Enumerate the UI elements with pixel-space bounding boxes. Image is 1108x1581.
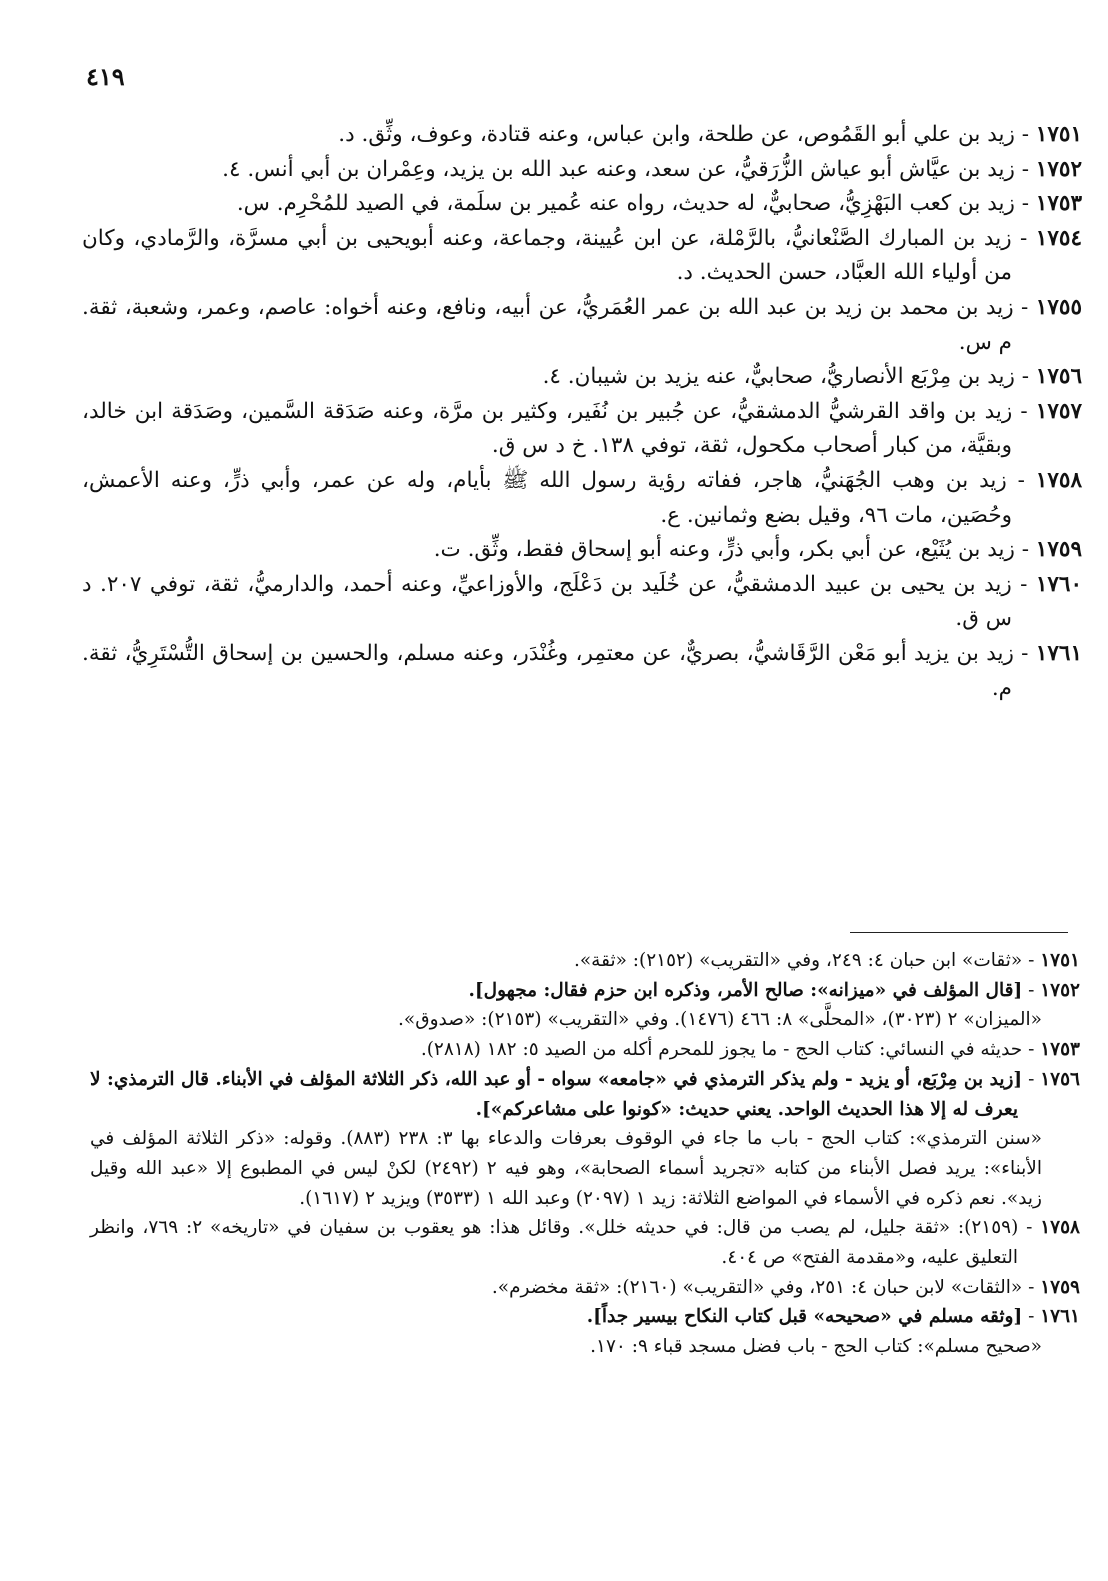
footnote-divider (850, 932, 1068, 933)
footnote-number: ١٧٦١ (1040, 1306, 1080, 1328)
footnote-text: [قال المؤلف في «ميزانه»: صالح الأمر، وذكره ابن حزم فقال: مجهول]. (468, 979, 1023, 1001)
footnotes (90, 946, 1080, 1362)
entry-text: زيد بن محمد بن زيد بن عبد الله بن عمر العُمَريُّ، عن أبيه، ونافع، وعنه أخواه: عاصم، وعمر، وشعبة، ثقة. م س. (82, 294, 1014, 355)
entry-number: ١٧٥١ (1035, 122, 1082, 147)
footnote-continuation (90, 1005, 1080, 1035)
entry: ١٧٥٧ - زيد بن واقد القرشيُّ الدمشقيُّ، عن جُبير بن نُفَير، وكثير بن مرَّة، وعنه صَدَقة السَّمين، وصَدَقة ابن خالد، وبقيَّة، من كبار أصحاب مكحول، ثقة، توفي ١٣٨. خ د س ق. (82, 398, 1082, 459)
footnote: ١٧٦١ - [وثقه مسلم في «صحيحه» قبل كتاب النكاح بيسير جداً]. (586, 1306, 1080, 1328)
page-number: ٤١٩ (86, 62, 125, 91)
entry-number: ١٧٥٩ (1035, 537, 1082, 563)
entry-text: زيد بن عيَّاش أبو عياش الزُّرَقيُّ، عن سعد، وعنه عبد الله بن يزيد، وعِمْران بن أبي أنس. ٤. (222, 156, 1015, 182)
entry-number: ١٧٦٠ (1035, 571, 1083, 597)
footnote-text: [وثقه مسلم في «صحيحه» قبل كتاب النكاح بيسير جداً]. (586, 1306, 1023, 1328)
entry-text: زيد بن يزيد أبو مَعْن الرَّقَاشيُّ، بصريٌّ، عن معتمِر، وغُنْدَر، وعنه مسلم، والحسين بن إسحاق التُّسْتَرِيُّ، ثقة. م. (82, 640, 1014, 701)
footnote-text: «الميزان» ٢ (٣٠٢٣)، «المحلَّى» ٨: ٤٦٦ (١٤٧٦). وفي «التقريب» (٢١٥٣): «صدوق». (398, 1009, 1042, 1031)
entry-text: زيد بن كعب البَهْزِيُّ، صحابيٌّ، له حديث، رواه عنه عُمير بن سلَمة، في الصيد للمُحْرِم. س. (236, 191, 1015, 217)
footnote-continuation (90, 1332, 1080, 1362)
entry-number: ١٧٥٤ (1035, 225, 1082, 251)
footnote-number: ١٧٥٢ (1040, 979, 1080, 1001)
entry-text: زيد بن يحيى بن عبيد الدمشقيُّ، عن خُلَيد بن دَعْلَج، والأوزاعيِّ، وعنه أحمد، والدارميُّ، ثقة، توفي ٢٠٧. د س ق. (82, 571, 1012, 632)
footnote-text: «الثقات» لابن حبان ٤: ٢٥١، وفي «التقريب» (٢١٦٠): «ثقة مخضرم». (491, 1276, 1023, 1298)
entry-number: ١٧٦١ (1035, 640, 1082, 666)
main-text (82, 118, 1082, 706)
footnote: ١٧٥٣ - حديثه في النسائي: كتاب الحج - ما يجوز للمحرم أكله من الصيد ٥: ١٨٢ (٢٨١٨). (420, 1039, 1080, 1061)
footnote-number: ١٧٥٩ (1040, 1276, 1080, 1298)
entry-text: زيد بن علي أبو القَمُوص، عن طلحة، وابن عباس، وعنه قتادة، وعوف، وثِّق. د. (338, 122, 1015, 147)
footnote: ١٧٥٢ - [قال المؤلف في «ميزانه»: صالح الأمر، وذكره ابن حزم فقال: مجهول]. (468, 979, 1080, 1001)
footnote: ١٧٥١ - «ثقات» ابن حبان ٤: ٢٤٩، وفي «التقريب» (٢١٥٢): «ثقة». (573, 950, 1080, 971)
entry: ١٧٦١ - زيد بن يزيد أبو مَعْن الرَّقَاشيُّ، بصريٌّ، عن معتمِر، وغُنْدَر، وعنه مسلم، والحسين بن إسحاق التُّسْتَرِيُّ، ثقة. م. (82, 640, 1082, 701)
footnote-number: ١٧٥٣ (1040, 1039, 1080, 1061)
entry: ١٧٥٩ - زيد بن يُثَيْع، عن أبي بكر، وأبي ذرٍّ، وعنه أبو إسحاق فقط، وثِّق. ت. (433, 537, 1082, 563)
entry: ١٧٥١ - زيد بن علي أبو القَمُوص، عن طلحة، وابن عباس، وعنه قتادة، وعوف، وثِّق. د. (338, 122, 1082, 147)
entry: ١٧٥٣ - زيد بن كعب البَهْزِيُّ، صحابيٌّ، له حديث، رواه عنه عُمير بن سلَمة، في الصيد للمُحْرِم. س. (236, 191, 1082, 217)
footnote: ١٧٥٩ - «الثقات» لابن حبان ٤: ٢٥١، وفي «التقريب» (٢١٦٠): «ثقة مخضرم». (491, 1276, 1080, 1298)
footnote: ١٧٥٦ - [زيد بن مِرْبَع، أو يزيد - ولم يذكر الترمذي في «جامعه» سواه - أو عبد الله، ذكر الثلاثة المؤلف في الأبناء. قال الترمذي: لا يعرف له إلا هذا الحديث الواحد. يعني حديث: «كونوا على مشاعركم»]. (90, 1068, 1080, 1120)
footnote-text: [زيد بن مِرْبَع، أو يزيد - ولم يذكر الترمذي في «جامعه» سواه - أو عبد الله، ذكر الثلاثة المؤلف في الأبناء. قال الترمذي: لا يعرف له إلا هذا الحديث الواحد. يعني حديث: «كونوا على مشاعركم»]. (90, 1068, 1023, 1120)
footnote-continuation (90, 1124, 1080, 1213)
entry-number: ١٧٥٦ (1035, 364, 1082, 390)
footnote-text: «صحيح مسلم»: كتاب الحج - باب فضل مسجد قباء ٩: ١٧٠. (590, 1336, 1042, 1358)
footnote-text: «سنن الترمذي»: كتاب الحج - باب ما جاء في الوقوف بعرفات والدعاء بها ٣: ٢٣٨ (٨٨٣). وقوله: «ذكر الثلاثة المؤلف في الأبناء»: يريد فصل الأبناء من كتابه «تجريد أسماء الصحابة»، وهو فيه ٢ (٢٤٩٢) لكنْ ليس في المطبوع إلا «عبد الله وقيل زيد». نعم ذكره في الأسماء في المواضع الثلاثة: زيد ١ (٢٠٩٧) وعبد الله ١ (٣٥٣٣) ويزيد ٢ (١٦١٧). (90, 1128, 1043, 1209)
entry-number: ١٧٥٧ (1035, 398, 1082, 424)
entry: ١٧٦٠ - زيد بن يحيى بن عبيد الدمشقيُّ، عن خُلَيد بن دَعْلَج، والأوزاعيِّ، وعنه أحمد، والدارميُّ، ثقة، توفي ٢٠٧. د س ق. (82, 571, 1083, 632)
footnote-text: حديثه في النسائي: كتاب الحج - ما يجوز للمحرم أكله من الصيد ٥: ١٨٢ (٢٨١٨). (420, 1039, 1023, 1061)
entry: ١٧٥٨ - زيد بن وهب الجُهَنيُّ، هاجر، ففاته رؤية رسول الله ﷺ بأيام، وله عن عمر، وأبي ذرٍّ، وعنه الأعمش، وحُصَين، مات ٩٦، وقيل بضع وثمانين. ع. (82, 467, 1082, 528)
entry-text: زيد بن واقد القرشيُّ الدمشقيُّ، عن جُبير بن نُفَير، وكثير بن مرَّة، وعنه صَدَقة السَّمين، وصَدَقة ابن خالد، وبقيَّة، من كبار أصحاب مكحول، ثقة، توفي ١٣٨. خ د س ق. (82, 398, 1013, 459)
entry: ١٧٥٥ - زيد بن محمد بن زيد بن عبد الله بن عمر العُمَريُّ، عن أبيه، ونافع، وعنه أخواه: عاصم، وعمر، وشعبة، ثقة. م س. (82, 294, 1082, 355)
entry-text: زيد بن مِرْبَع الأنصاريُّ، صحابيٌّ، عنه يزيد بن شيبان. ٤. (542, 364, 1015, 390)
entry-number: ١٧٥٢ (1035, 156, 1082, 182)
footnote-number: ١٧٥١ (1040, 950, 1080, 971)
entry-text: زيد بن يُثَيْع، عن أبي بكر، وأبي ذرٍّ، وعنه أبو إسحاق فقط، وثِّق. ت. (433, 537, 1015, 563)
footnote-number: ١٧٥٦ (1040, 1068, 1080, 1090)
footnote-text: (٢١٥٩): «ثقة جليل، لم يصب من قال: في حديثه خلل». وقائل هذا: هو يعقوب بن سفيان في «تاريخه» ٢: ٧٦٩، وانظر التعليق عليه، و«مقدمة الفتح» ص ٤٠٤. (90, 1217, 1019, 1269)
entry: ١٧٥٢ - زيد بن عيَّاش أبو عياش الزُّرَقيُّ، عن سعد، وعنه عبد الله بن يزيد، وعِمْران بن أبي أنس. ٤. (222, 156, 1082, 182)
entry-number: ١٧٥٨ (1035, 467, 1082, 493)
entry-number: ١٧٥٥ (1035, 294, 1082, 320)
footnote-text: «ثقات» ابن حبان ٤: ٢٤٩، وفي «التقريب» (٢١٥٢): «ثقة». (573, 950, 1023, 971)
entry-number: ١٧٥٣ (1035, 191, 1082, 217)
footnote-number: ١٧٥٨ (1040, 1217, 1080, 1239)
footnote: ١٧٥٨ - (٢١٥٩): «ثقة جليل، لم يصب من قال: في حديثه خلل». وقائل هذا: هو يعقوب بن سفيان في «تاريخه» ٢: ٧٦٩، وانظر التعليق عليه، و«مقدمة الفتح» ص ٤٠٤. (90, 1217, 1080, 1269)
entry: ١٧٥٦ - زيد بن مِرْبَع الأنصاريُّ، صحابيٌّ، عنه يزيد بن شيبان. ٤. (542, 364, 1082, 390)
entry-text: زيد بن وهب الجُهَنيُّ، هاجر، ففاته رؤية رسول الله ﷺ بأيام، وله عن عمر، وأبي ذرٍّ، وعنه الأعمش، وحُصَين، مات ٩٦، وقيل بضع وثمانين. ع. (82, 467, 1012, 528)
entry-text: زيد بن المبارك الصَّنْعانيُّ، بالرَّمْلة، عن ابن عُيينة، وجماعة، وعنه أبويحيى بن أبي مسرَّة، والرَّمادي، وكان من أولياء الله العبَّاد، حسن الحديث. د. (82, 225, 1012, 286)
entry: ١٧٥٤ - زيد بن المبارك الصَّنْعانيُّ، بالرَّمْلة، عن ابن عُيينة، وجماعة، وعنه أبويحيى بن أبي مسرَّة، والرَّمادي، وكان من أولياء الله العبَّاد، حسن الحديث. د. (82, 225, 1082, 286)
